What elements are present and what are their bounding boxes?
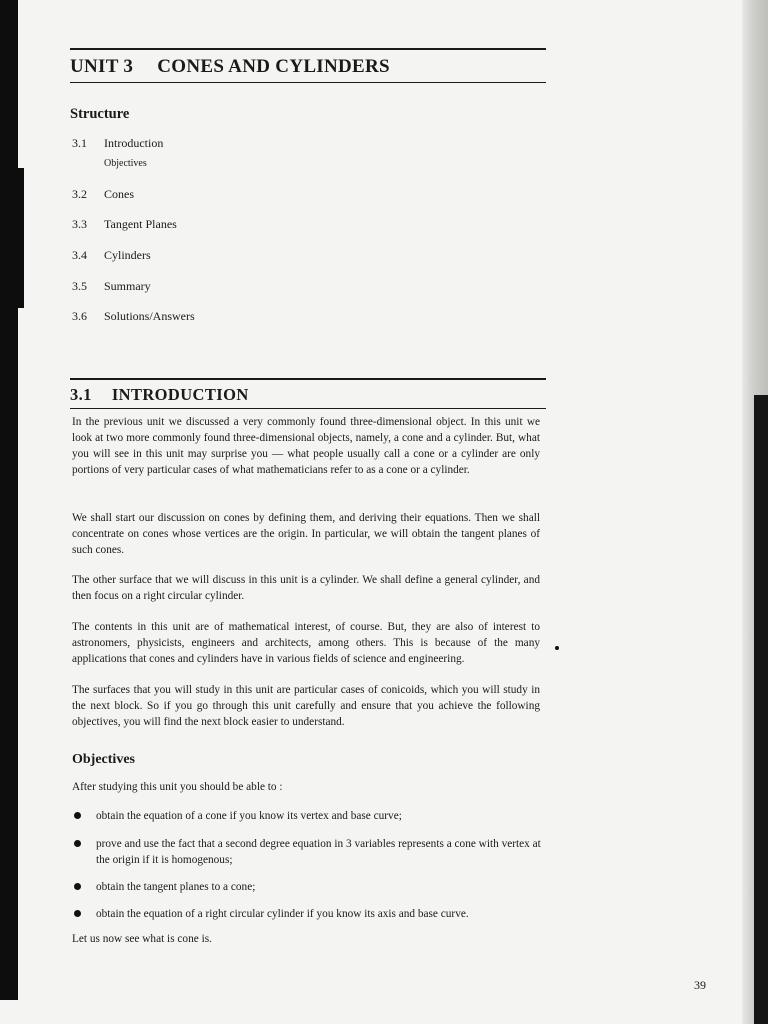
toc-number: 3.4 — [72, 248, 87, 262]
scan-left-notch — [18, 168, 24, 308]
toc-number: 3.2 — [72, 187, 87, 201]
paragraph: The surfaces that you will study in this unit are particular cases of conicoids, which you will study in the next block. So if you go through this unit carefully and ensure that you achieve the following objectives, you will find the next block easier to understand. — [72, 684, 540, 728]
section-top-rule — [70, 378, 546, 380]
toc-number: 3.3 — [72, 217, 87, 231]
scan-left-edge — [0, 0, 18, 1000]
toc-item — [72, 136, 163, 151]
toc-item — [72, 217, 177, 232]
bullet-icon — [74, 840, 81, 847]
paragraph: The contents in this unit are of mathematical interest, of course. But, they are also of interest to astronomers, physicists, engineers and architects, among others. This is because of the many applications that cones and cylinders have in various fields of science and engineering. — [72, 621, 540, 665]
toc-label: Cones — [104, 187, 134, 201]
toc-subitem: Objectives — [104, 158, 147, 169]
unit-title — [70, 56, 546, 78]
objective-text: obtain the equation of a cone if you know its vertex and base curve; — [96, 810, 402, 822]
paragraph: The other surface that we will discuss in this unit is a cylinder. We shall define a general cylinder, and then focus on a right circular cylinder. — [72, 574, 540, 602]
objectives-heading: Objectives — [72, 752, 135, 767]
section-bottom-rule — [70, 408, 546, 409]
objective-text: obtain the tangent planes to a cone; — [96, 881, 256, 893]
closing-sentence: Let us now see what is cone is. — [72, 933, 212, 945]
paragraph: We shall start our discussion on cones by defining them, and deriving their equations. Then we shall concentrate on cones whose vertices are the origin. In particular, we will obtain the tangent planes of such cones. — [72, 512, 540, 556]
toc-item — [72, 187, 134, 202]
section-title — [70, 385, 546, 405]
toc-item — [72, 279, 151, 294]
objective-text: prove and use the fact that a second degree equation in 3 variables represents a cone with vertex at the origin if it is homogenous; — [96, 838, 541, 866]
toc-label: Tangent Planes — [104, 217, 177, 231]
paragraph: In the previous unit we discussed a very commonly found three-dimensional object. In this unit we look at two more commonly found three-dimensional objects, namely, a cone and a cylinder. But, what you will see in this unit may surprise you — what people usually call a cone or a cylinder are only portions of very particular cases of what mathematicians refer to as a cone or a cylinder. — [72, 416, 540, 476]
unit-bottom-rule — [70, 82, 546, 83]
unit-name: CONES AND CYLINDERS — [157, 56, 390, 77]
toc-number: 3.1 — [72, 136, 87, 150]
page-number: 39 — [694, 978, 706, 992]
toc-number: 3.5 — [72, 279, 87, 293]
unit-number: UNIT 3 — [70, 56, 134, 77]
toc-label: Introduction — [104, 136, 164, 150]
bullet-icon — [74, 812, 81, 819]
toc-item — [72, 309, 195, 324]
objective-item — [74, 906, 544, 922]
toc-label: Solutions/Answers — [104, 309, 195, 323]
toc-label: Cylinders — [104, 248, 151, 262]
bullet-icon — [74, 910, 81, 917]
scan-right-shadow — [754, 395, 768, 1024]
toc-item — [72, 248, 151, 263]
scan-speck — [555, 646, 559, 650]
objectives-intro: After studying this unit you should be able to : — [72, 781, 283, 793]
objective-text: obtain the equation of a right circular cylinder if you know its axis and base curve. — [96, 908, 469, 920]
toc-number: 3.6 — [72, 309, 87, 323]
section-number: 3.1 — [70, 385, 92, 404]
objective-item — [74, 879, 544, 895]
toc-label: Summary — [104, 279, 151, 293]
unit-top-rule — [70, 48, 546, 50]
objective-item — [74, 808, 544, 824]
structure-heading: Structure — [70, 106, 130, 122]
unit-header — [70, 48, 546, 83]
section-name: INTRODUCTION — [111, 385, 249, 404]
section-header — [70, 378, 546, 409]
objective-item — [74, 836, 544, 868]
bullet-icon — [74, 883, 81, 890]
